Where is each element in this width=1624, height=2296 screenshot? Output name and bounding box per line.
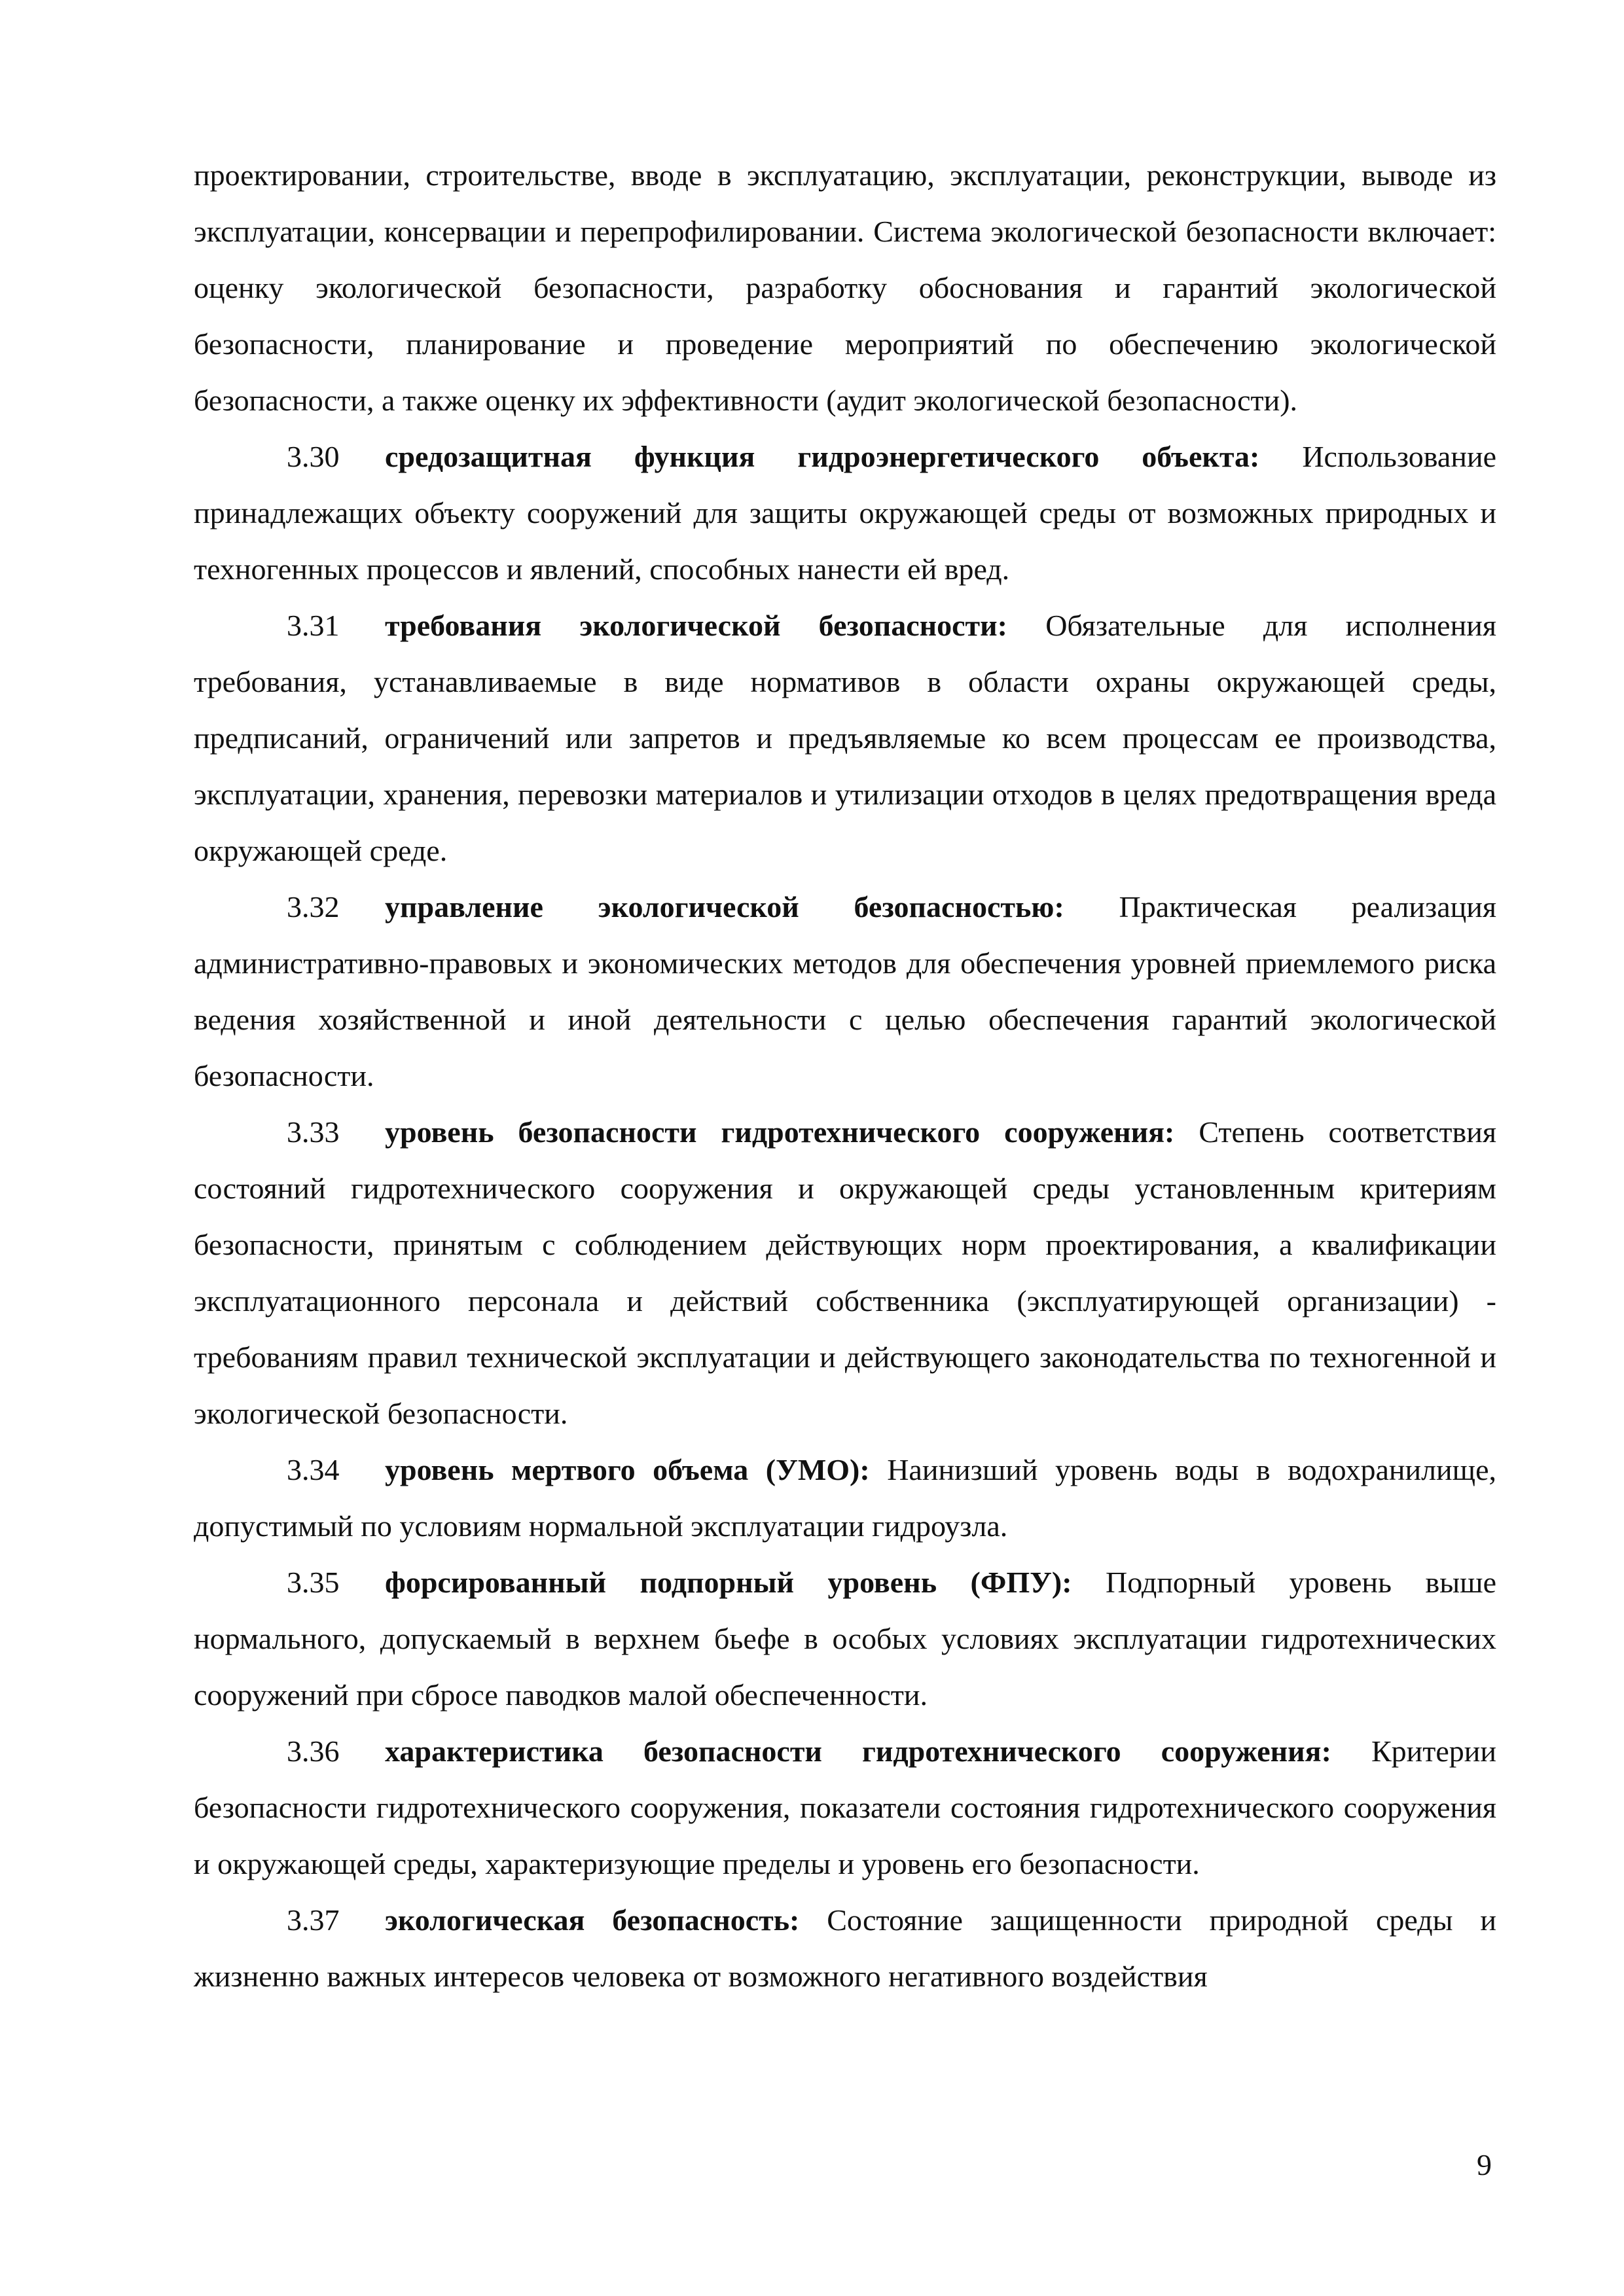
definition-term: требования экологической безопасности: — [385, 609, 1007, 642]
definition-number: 3.37 — [287, 1903, 340, 1937]
definition-number: 3.36 — [287, 1734, 340, 1768]
definition-text: Обязательные для исполнения требования, устанавливаемые в виде нормативов в области охраны окружающей среды, предписаний, ограничений или запретов и предъявляемые ко всем процессам ее производства, эксплуатации, хранения, перевозки материалов и утилизации отходов в целях предотвращения вреда окружающей среде. — [194, 609, 1496, 867]
definition-text: Подпорный уровень выше нормального, допускаемый в верхнем бьефе в особых условиях эксплуатации гидротехнических сооружений при сбросе паводков малой обеспеченности. — [194, 1566, 1496, 1712]
document-body — [194, 147, 1496, 2005]
definition-text: Состояние защищенности природной среды и жизненно важных интересов человека от возможного негативного воздействия — [194, 1903, 1497, 1993]
definition-term: характеристика безопасности гидротехнического сооружения: — [385, 1734, 1331, 1768]
definition-number: 3.32 — [287, 890, 340, 924]
definition-3-35 — [194, 1554, 1496, 1723]
definition-number: 3.34 — [287, 1453, 340, 1486]
definition-term: уровень безопасности гидротехнического сооружения: — [385, 1115, 1175, 1149]
definition-term: средозащитная функция гидроэнергетического объекта: — [385, 440, 1260, 473]
definition-term: экологическая безопасность: — [385, 1903, 800, 1937]
definition-3-32 — [194, 879, 1496, 1104]
definition-text: Критерии безопасности гидротехнического сооружения, показатели состояния гидротехнического сооружения и окружающей среды, характеризующие пределы и уровень его безопасности. — [194, 1734, 1496, 1880]
page-number: 9 — [1477, 2148, 1492, 2181]
definition-term: управление экологической безопасностью: — [385, 890, 1064, 924]
definition-3-34 — [194, 1442, 1496, 1554]
definition-3-31 — [194, 598, 1496, 879]
definition-3-30 — [194, 429, 1496, 598]
definition-text: Наинизший уровень воды в водохранилище, допустимый по условиям нормальной эксплуатации гидроузла. — [194, 1453, 1497, 1543]
definition-number: 3.35 — [287, 1566, 340, 1599]
definition-3-36 — [194, 1723, 1496, 1892]
definition-text: Степень соответствия состояний гидротехнического сооружения и окружающей среды установленным критериям безопасности, принятым с соблюдением действующих норм проектирования, а квалификации эксплуатационного персонала и действий собственника (эксплуатирующей организации) - требованиям правил технической эксплуатации и действующего законодательства по техногенной и экологической безопасности. — [194, 1115, 1497, 1430]
definition-number: 3.31 — [287, 609, 340, 642]
definition-number: 3.30 — [287, 440, 340, 473]
definition-3-37 — [194, 1892, 1496, 2005]
definition-text: Практическая реализация административно-правовых и экономических методов для обеспечения уровней приемлемого риска ведения хозяйственной и иной деятельности с целью обеспечения гарантий экологической безопасности. — [194, 890, 1497, 1092]
definition-term: форсированный подпорный уровень (ФПУ): — [385, 1566, 1072, 1599]
intro-paragraph: проектировании, строительстве, вводе в эксплуатацию, эксплуатации, реконструкции, выводе из эксплуатации, консервации и перепрофилировании. Система экологической безопасности включает: оценку экологической безопасности, разработку обоснования и гарантий экологической безопасности, планирование и проведение мероприятий по обеспечению экологической безопасности, а также оценку их эффективности (аудит экологической безопасности). — [194, 158, 1496, 417]
definition-3-33 — [194, 1104, 1496, 1442]
definition-term: уровень мертвого объема (УМО): — [385, 1453, 870, 1486]
definition-text: Использование принадлежащих объекту сооружений для защиты окружающей среды от возможных природных и техногенных процессов и явлений, способных нанести ей вред. — [194, 440, 1496, 586]
definition-number: 3.33 — [287, 1115, 340, 1149]
